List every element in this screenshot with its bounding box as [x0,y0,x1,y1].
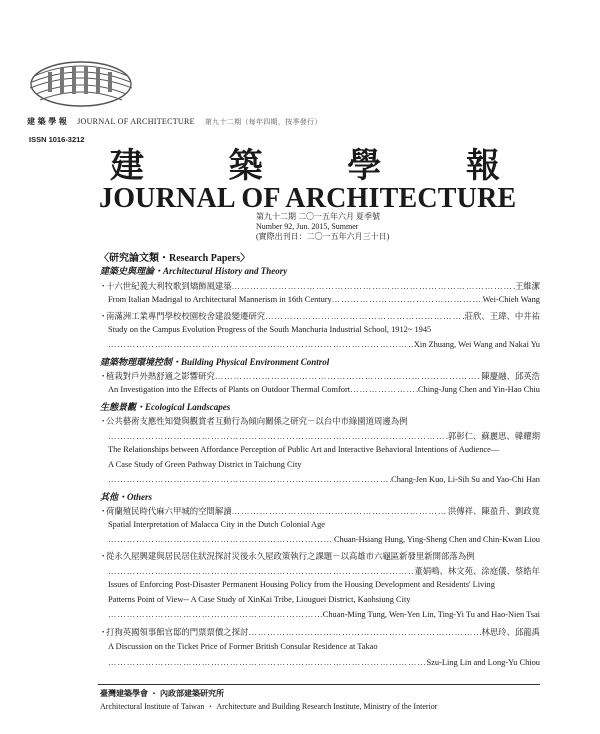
toc-entry-author-line [99,658,540,667]
toc-entry-en[interactable] [99,325,540,334]
category-heading: 建築物理環境控制・Building Physical Environment Control [100,357,330,367]
category-heading: 建築史與理論・Architectural History and Theory [100,266,288,276]
issue-actual-date: (實際出刊日：二〇一五年六月三十日) [256,232,390,241]
entry-author: 林思玲、邱龍禹 [481,628,540,637]
toc-entry[interactable]: ・公共藝術支應性知覺與觀賞者互動行為傾向關係之研究－以台中市綠園道周邊為例 [99,417,408,426]
entry-author: Ching-Jung Chen and Yin-Hao Chiu [417,385,540,394]
entry-title: 打狗英國領事館官邸的門票票價之探討 [106,628,249,637]
toc-entry[interactable]: ・荷蘭殖民時代麻六甲城的空間解讀 …………………………………………………………………………………………………………………………………………………………………………………… 洪傳祥、陳盈升、劉政寬 [99,505,540,517]
chinese-title [110,148,500,184]
english-title: JOURNAL OF ARCHITECTURE [99,183,517,214]
entry-title: An Investigation into the Effects of Plants on Outdoor Thermal Comfort [108,385,351,394]
entry-title: 從永久屋興建與居民居住狀況探討災後永久屋政策執行之課題－以高雄市六龜區新發里新開部落為例 [106,552,475,561]
entry-author: Chuan-Ming Tung, Wen-Yen Lin, Ting-Yi Tu and Hao-Nien Tsai [322,610,540,619]
toc-entry-author-line [99,475,540,484]
entry-author: Szu-Ling Lin and Long-Yu Chiou [426,658,540,667]
entry-title: Study on the Campus Evolution Progress of the South Manchuria Industrial School, 1912~ 1945 [108,325,432,334]
entry-author: 莊欣、王瑋、中井祐 [464,312,540,321]
entry-author: 王維潔 [514,282,540,291]
entry-title: The Relationships between Affordance Perception of Public Art and Interactive Behavioral Intentions of Audience— [108,445,500,454]
category-heading: 其他・Others [100,492,153,502]
entry-author: Wei-Chieh Wang [482,295,540,304]
entry-title: 南滿洲工業專門學校校園校舍建設變遷研究 [106,312,266,321]
entry-title: Issues of Enforcing Post-Disaster Permanent Housing Policy from the Housing Development and Residents' Living [108,580,495,589]
masthead-cn: 建 築 學 報 [27,117,68,126]
toc-entry-en[interactable] [99,520,540,529]
entry-author: 郭彰仁、蘇麗思、韓耀期 [447,432,540,441]
masthead [27,116,322,127]
entry-author: Chang-Jen Kuo, Li-Sih Su and Yao-Chi Han [391,475,540,484]
entry-author: Xin Zhuang, Wei Wang and Nakai Yu [413,340,540,349]
title-char: 築 [228,146,263,186]
title-char: 建 [110,146,144,186]
toc-entry-en[interactable] [99,580,540,589]
entry-title: From Italian Madrigal to Architectural Mannerism in 16th Century [108,295,332,304]
entry-title: Spatial Interpretation of Malacca City in the Dutch Colonial Age [108,520,325,529]
footer-divider [98,684,540,685]
entry-author: 董娟鳴、林文苑、涂庭儀、蔡皓年 [414,567,540,576]
toc-entry[interactable]: ・從永久屋興建與居民居住狀況探討災後永久屋政策執行之課題－以高雄市六龜區新發里新開部落為例 [99,552,475,561]
masthead-issue: 第九十二期（每年四期，按季發行） [204,118,322,126]
footer-publishers-en: Architectural Institute of Taiwan ・ Architecture and Building Research Institute, Ministry of the Interior [100,702,438,711]
toc-entry-author-line [99,610,540,619]
toc-entry-en[interactable] [99,642,540,651]
title-char: 學 [347,146,382,186]
journal-logo [26,46,136,114]
toc-entry[interactable]: ・植栽對戶外熱舒適之影響研究 …………………………………………………………………………………………………………………………………………………………………………………… 陳慶融、邱英浩 [99,370,540,382]
footer-publishers-cn: 臺灣建築學會 ・ 內政部建築研究所 [100,689,224,698]
toc-entry[interactable]: ・打狗英國領事館官邸的門票票價之探討 …………………………………………………………………………………………………………………………………………………………………………………… 林思玲、邱龍禹 [99,626,540,638]
toc-entry[interactable]: ・十六世紀義大利牧歌到矯飾風建築 …………………………………………………………………………………………………………………………………………………………………………………… 王維潔 [99,280,540,292]
issn: ISSN 1016-3212 [29,135,85,144]
toc-entry-author-line [99,535,540,544]
title-char: 報 [465,146,500,186]
toc-entry-en[interactable] [99,445,540,454]
entry-title: 荷蘭殖民時代麻六甲城的空間解讀 [106,507,232,516]
section-header: 〈研究論文類・Research Papers〉 [99,253,251,264]
entry-title: A Case Study of Green Pathway District in Taichung City [108,460,302,469]
issue-en: Number 92, Jun. 2015, Summer [256,222,359,231]
entry-title: 十六世紀義大利牧歌到矯飾風建築 [106,282,232,291]
toc-entry-author-line [99,340,540,349]
masthead-en: JOURNAL OF ARCHITECTURE [77,117,195,126]
category-heading: 生態景觀・Ecological Landscapes [100,402,231,412]
entry-author: 陳慶融、邱英浩 [481,372,540,381]
toc-entry[interactable]: ・南滿洲工業專門學校校園校舍建設變遷研究 …………………………………………………………………………………………………………………………………………………………………………………… 莊欣、王瑋、中井祐 [99,310,540,322]
entry-title: A Discussion on the Ticket Price of Former British Consular Residence at Takao [108,642,378,651]
toc-entry-author-line [99,430,540,442]
entry-title: 植栽對戶外熱舒適之影響研究 [106,372,215,381]
issue-cn: 第九十二期 二〇一五年六月 夏季號 [256,212,380,221]
entry-title: Patterns Point of View-- A Case Study of XinKai Tribe, Liouguei District, Kaohsiung City [108,595,411,604]
toc-entry-en[interactable] [99,295,540,304]
toc-entry-author-line [99,565,540,577]
toc-entry-en[interactable] [99,460,540,469]
issue-info [256,212,389,242]
entry-title: 公共藝術支應性知覺與觀賞者互動行為傾向關係之研究－以台中市綠園道周邊為例 [106,417,408,426]
entry-author: 洪傳祥、陳盈升、劉政寬 [447,507,540,516]
entry-author: Chuan-Hsiang Hung, Ying-Sheng Chen and Chin-Kwan Liou [333,535,540,544]
toc-entry-en[interactable] [99,385,540,394]
toc-entry-en[interactable] [99,595,540,604]
